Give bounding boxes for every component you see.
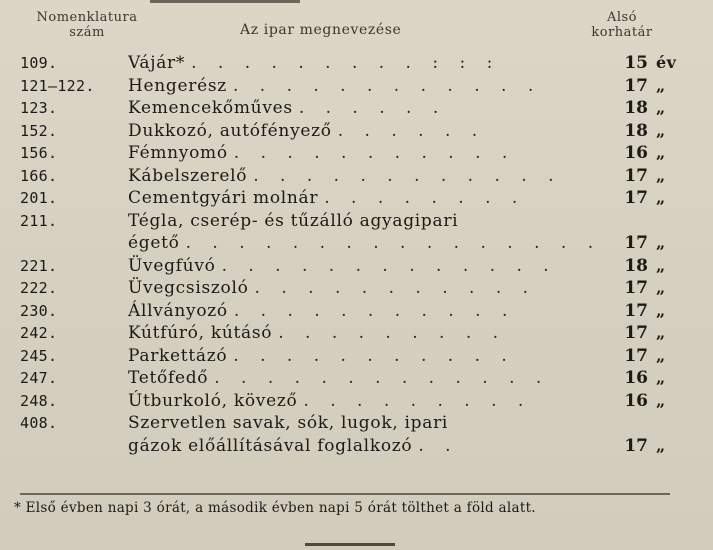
dot-leader: . . . . . . . . . . . . xyxy=(232,75,542,96)
table-row xyxy=(0,210,713,233)
trade-name-text: Kemencekőműves xyxy=(128,98,293,118)
table-header xyxy=(0,8,713,50)
row-min-age: 17 xyxy=(624,233,648,253)
row-trade-name xyxy=(128,300,558,323)
row-trade-name xyxy=(128,142,558,165)
row-min-age: 17 xyxy=(624,323,648,343)
row-trade-name xyxy=(128,187,558,210)
dot-leader: . . . . . . . . . : : : xyxy=(191,53,501,73)
row-trade-name xyxy=(128,345,558,368)
row-trade-name xyxy=(128,232,602,255)
footnote: * Első évben napi 3 órát, a második évben napi 5 órát tölthet a föld alatt. xyxy=(14,500,536,516)
header-min-age-line1: Alsó xyxy=(606,10,638,25)
dot-leader: . . . . . . . . . . . xyxy=(233,143,516,163)
dot-leader: . . . . . . . . . . . xyxy=(233,300,516,321)
row-min-age: 17 xyxy=(624,165,648,186)
table-row xyxy=(0,187,713,210)
row-trade-name xyxy=(128,367,558,390)
row-trade-name xyxy=(128,255,558,278)
row-age-unit: „ xyxy=(656,435,666,455)
row-min-age: 16 xyxy=(624,368,648,388)
row-min-age: 17 xyxy=(624,278,648,298)
row-trade-name xyxy=(128,120,558,143)
trade-name-text: Útburkoló, kövező xyxy=(128,390,298,411)
trade-name-text: Üvegcsiszoló xyxy=(128,278,249,298)
row-age-unit: „ xyxy=(656,75,666,95)
table-row-continuation xyxy=(0,232,713,255)
table-row xyxy=(0,300,713,323)
table-row xyxy=(0,255,713,278)
dot-leader: . . . . . . . . . xyxy=(303,390,532,411)
row-number: 201. xyxy=(20,189,58,207)
row-min-age: 18 xyxy=(624,120,648,141)
trade-name-text: Kútfúró, kútásó xyxy=(128,323,273,343)
row-number: 222. xyxy=(20,279,58,297)
row-age-unit: „ xyxy=(656,188,666,207)
header-nomenclature-line2: szám xyxy=(69,25,105,40)
header-nomenclature-line1: Nomenklatura xyxy=(36,10,138,25)
row-age-unit: „ xyxy=(656,278,666,297)
row-age-unit: „ xyxy=(656,255,666,275)
row-age-unit: „ xyxy=(656,390,666,410)
trade-name-text: Hengerész xyxy=(128,75,227,96)
row-trade-name xyxy=(128,97,558,120)
row-trade-name xyxy=(128,322,558,345)
trade-name-text: Dukkozó, autófényező xyxy=(128,120,332,141)
row-number: 230. xyxy=(20,301,58,320)
table-row xyxy=(0,165,713,188)
row-number: 121—122. xyxy=(20,76,95,95)
row-number: 109. xyxy=(20,54,58,72)
dot-leader: . . . . . . . . . . . . xyxy=(253,165,562,186)
table-row xyxy=(0,142,713,165)
table-row xyxy=(0,120,713,143)
row-trade-name xyxy=(128,52,558,75)
row-min-age: 15 xyxy=(624,53,648,73)
trade-name-text: Tetőfedő xyxy=(128,368,209,388)
footer-rule xyxy=(20,493,670,495)
row-age-unit: „ xyxy=(656,233,666,252)
row-trade-name xyxy=(128,210,558,233)
row-number: 242. xyxy=(20,324,58,342)
row-min-age: 16 xyxy=(624,390,648,411)
top-rule xyxy=(150,0,300,3)
bottom-rule xyxy=(305,543,395,546)
trade-name-text: gázok előállításával foglalkozó xyxy=(128,435,413,456)
trade-name-text: Cementgyári molnár xyxy=(128,188,319,208)
row-age-unit: „ xyxy=(656,323,666,342)
table-row xyxy=(0,97,713,120)
row-number: 166. xyxy=(20,166,58,185)
trade-table xyxy=(0,52,713,457)
table-row xyxy=(0,52,713,75)
header-min-age xyxy=(572,10,672,40)
table-row xyxy=(0,322,713,345)
table-row xyxy=(0,345,713,368)
row-min-age: 17 xyxy=(624,188,648,208)
row-number: 248. xyxy=(20,391,58,410)
trade-name-text: Üvegfúvó xyxy=(128,255,216,276)
row-age-unit: „ xyxy=(656,345,666,365)
row-number: 221. xyxy=(20,256,58,275)
row-min-age: 17 xyxy=(624,300,648,321)
row-min-age: 17 xyxy=(624,435,648,456)
row-number: 156. xyxy=(20,144,58,162)
row-number: 247. xyxy=(20,369,58,387)
trade-name-text: Vájár* xyxy=(128,53,186,73)
row-trade-name xyxy=(128,435,558,458)
row-number: 245. xyxy=(20,346,58,365)
table-row xyxy=(0,390,713,413)
trade-name-text: Tégla, cserép- és tűzálló agyagipari xyxy=(128,210,459,231)
dot-leader: . . . . . . . . . xyxy=(278,323,507,343)
trade-name-text: Fémnyomó xyxy=(128,143,228,163)
row-trade-name xyxy=(128,412,558,435)
row-age-unit: év xyxy=(656,53,677,72)
dot-leader: . . . . . . . . . . . xyxy=(254,278,537,298)
dot-leader: . . . . . . . . . . . xyxy=(233,345,515,366)
row-age-unit: „ xyxy=(656,120,666,140)
row-min-age: 17 xyxy=(624,75,648,96)
trade-name-text: Kábelszerelő xyxy=(128,165,248,186)
row-age-unit: „ xyxy=(656,300,666,320)
dot-leader: . . . . . . xyxy=(337,120,486,141)
row-number: 152. xyxy=(20,121,58,140)
row-age-unit: „ xyxy=(656,98,666,117)
row-trade-name xyxy=(128,165,562,188)
row-min-age: 18 xyxy=(624,98,648,118)
header-nomenclature xyxy=(12,10,162,40)
table-row xyxy=(0,277,713,300)
dot-leader: . . . . . . . . . . . . . . . . xyxy=(185,233,602,253)
row-min-age: 16 xyxy=(624,143,648,163)
table-row-continuation xyxy=(0,435,713,458)
trade-name-text: Állványozó xyxy=(128,300,228,321)
trade-name-text: Parkettázó xyxy=(128,345,228,366)
row-trade-name xyxy=(128,390,558,413)
table-row xyxy=(0,75,713,98)
row-trade-name xyxy=(128,75,558,98)
header-trade-name: Az ipar megnevezése xyxy=(240,22,402,38)
dot-leader: . . . . . . . . . . . . . xyxy=(214,368,550,388)
trade-name-text: Szervetlen savak, sók, lugok, ipari xyxy=(128,413,449,433)
table-row xyxy=(0,412,713,435)
row-age-unit: „ xyxy=(656,165,666,185)
dot-leader: . . . . . . xyxy=(298,98,447,118)
table-row xyxy=(0,367,713,390)
dot-leader: . . . . . . . . . . . . . xyxy=(221,255,557,276)
row-min-age: 18 xyxy=(624,255,648,276)
row-age-unit: „ xyxy=(656,368,666,387)
trade-name-text: égető xyxy=(128,233,180,253)
row-min-age: 17 xyxy=(624,345,648,366)
header-min-age-line2: korhatár xyxy=(591,25,653,40)
row-number: 123. xyxy=(20,99,58,117)
row-trade-name xyxy=(128,277,558,300)
dot-leader: . . . . . . . . xyxy=(324,188,526,208)
row-age-unit: „ xyxy=(656,143,666,162)
row-number: 211. xyxy=(20,211,58,230)
dot-leader: . . xyxy=(418,435,459,456)
row-number: 408. xyxy=(20,414,58,432)
